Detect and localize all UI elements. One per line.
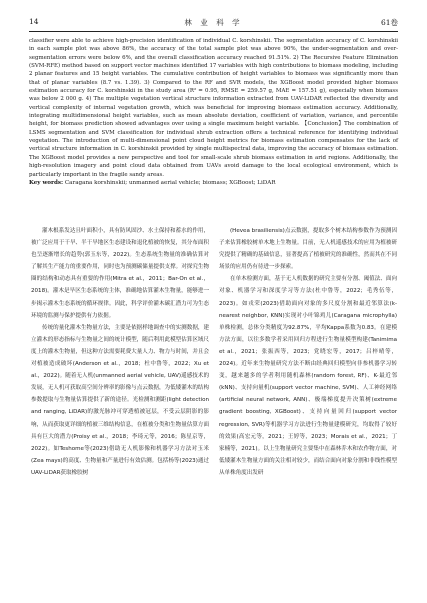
header-rule — [29, 31, 398, 32]
keywords-label: Key words: — [29, 179, 64, 186]
keywords: Caragana korshinskii; unmanned aerial vehicle; biomass; XGBoost; LiDAR — [64, 179, 276, 186]
page-number: 14 — [29, 17, 39, 26]
keywords-line — [29, 179, 398, 187]
left-paragraph: 灌木根系发达且叶面积小，具有防风固沙、水土保持和蓄水的作用，被广泛应用于干旱、半干旱地区生态建设和退化植被的恢复，其分布面积也呈逐渐增长的趋势(郭玉东等，2022)。生态系统生物量的准确估算对了解其生产能力的重要作用，同时也为预测碳储量提供支撑。对探究生物圈的结构和动态具有重要的作用(Mitra et al.，2011；Bar-On et al.，2018)。灌木是旱区生态系统的主体，准确地估算灌木生物量，能够进一步揭示灌木生态系统的循环规律。因此，科学评价灌木碳汇潜力可为生态环境的监测与保护提供有力依据。 — [31, 228, 209, 319]
right-column — [219, 225, 397, 479]
abstract-body: classifier were able to achieve high-precision identification of individual C. korshinskii. The segmentation accuracy of C. korshinskii in each sample plot was above 86%, the accuracy of the total sample plot was above 90%, the under-segmentation and over-segmentation errors were below 6%, and the overall classification accuracy reached 91.51%. 2) The Recursive Feature Elimination (SVM-RFE) method based on support vector machines identified 17 variables with high contributions to biomass modeling, including 2 planar features and 15 height variables. The cumulative contribution of height variables to biomass was significantly more than that of planar variables (8.7 vs. 1.39). 3) Compared to the RF and SVR models, the XGBoost model provided higher biomass estimation accuracy for C. korshinskii in the study area (R² = 0.95, RMSE = 259.57 g, MAE = 157.51 g), especially when biomass was below 2 000 g. 4) The multiple vegetation vertical structure information extracted from UAV-LiDAR reflected the diversity and vertical complexity of internal vegetation growth, which was beneficial for improving biomass estimation accuracy. Additionally, integrating multidimensional height variables, such as mean absolute deviation, coefficient of variation, variance, and percentile height, for biomass prediction showed advantages over using a single maximum height variable. 【Conclusion】The combination of LSMS segmentation and SVM classification for individual shrub extraction offers a technical reference for identifying individual vegetation. The introduction of multi-dimensional point cloud height metrics for biomass estimation compensates for the lack of vertical structure information in C. korshinskii provided by single multispectral data, improving the accuracy of biomass estimation. The XGBoost model provides a new perspective and tool for small-scale shrub biomass estimation in arid regions. Additionally, the high-resolution imagery and point cloud data obtained from UAVs avoid damage to the local ecological environment, which is particularly important in the fragile sandy areas. — [29, 38, 398, 178]
right-paragraph: (Hevea brasiliensis)点云数据，提取多个树木结构参数作为预测因子来估算橡胶树单木地上生物量。目前，无人机遥感技术的应用为植被研究提供了精确的基础信息，显著提高了植被研究的准确性，然而其在不同场景的应用仍有待进一步探索。 — [219, 228, 397, 271]
volume-label: 61卷 — [380, 18, 398, 27]
english-abstract — [29, 37, 398, 187]
left-column — [31, 225, 209, 479]
page-header — [29, 16, 398, 30]
right-paragraph: 在单木检测方面，基于无人机数据的研究主要有分割、阈值法、面向对象、机器学习和深度学习等方法(杜中鲁等，2022；毛秀伍等，2023)。如戎荣(2023)借助面向对象的多尺度分割和最近邻算法(k-nearest neighbor, KNN)实现对小叶锦鸡儿(Caragana microphylla)单株检测，总体分类精度为92.87%，平均Kappa系数为0.83。在建模方法方面，以往多数学者采用回归方程进行生物量模型构建(Tanimima et al.，2021；张振西等，2023；党晓宏等，2017；吕梓晴等，2024)。近年来生物量研究方法不断由经典回归模型向非参机器学习转变，越来越多的学者利用随机森林(random forest, RF)、K-最近邻(kNN)、支持向量机(support vector machine, SVM)、人工神经网络(artificial neural network, ANN)、极端梯度提升决策树(extreme gradient boosting, XGBoost)、支持向量回归(support vector regression, SVR)等机器学习方法进行生物量建模研究，均取得了较好的效果(高宏元等，2021；王婷等，2023；Morais et al.，2021；丁家楠等，2021)。以上生物量研究主要集中在森林乔木和农作物方面，对低矮灌木生物量方面的关注相对较少，而结合面向对象分割和非线性模型从单株角度出发研 — [219, 276, 397, 476]
left-paragraph: 传统的量化灌木生物量方法，主要是依据样地调查中的实测数据，建立灌木的形态指标与生物量之间的统计模型，随后利用此模型估算区域尺度上的灌木生物量，但这种方法需要耗费大量人力、物力与时间，并且会对植被造成破坏(Anderson et al.，2018；杜中鲁等，2022；Xu et al.，2022)。随着无人机(unmanned aerial vehicle, UAV)遥感技术的发展，无人机可获取高空间分辨率的影像与点云数据，为低矮灌木的结构参数提取与生物量估算提供了新的途径。光检测和测距(light detection and ranging, LiDAR)的激光脉冲可穿透植被冠层，不受云层阴影的影响，从而获取更详细的植被三维结构信息，在植被分类和生物量估算方面具有巨大的潜力(Proisy et al.，2018；李琦元等，2016；陈星京等，2022)。如Teshome等(2023)借助无人机影像和机器学习方法对玉米(Zea mays)的高度、生物量和产量进行有效估测。包括杨等(2023)通过UAV-LiDAR获取橡胶树 — [31, 324, 209, 476]
journal-title: 林 业 科 学 — [184, 18, 243, 27]
